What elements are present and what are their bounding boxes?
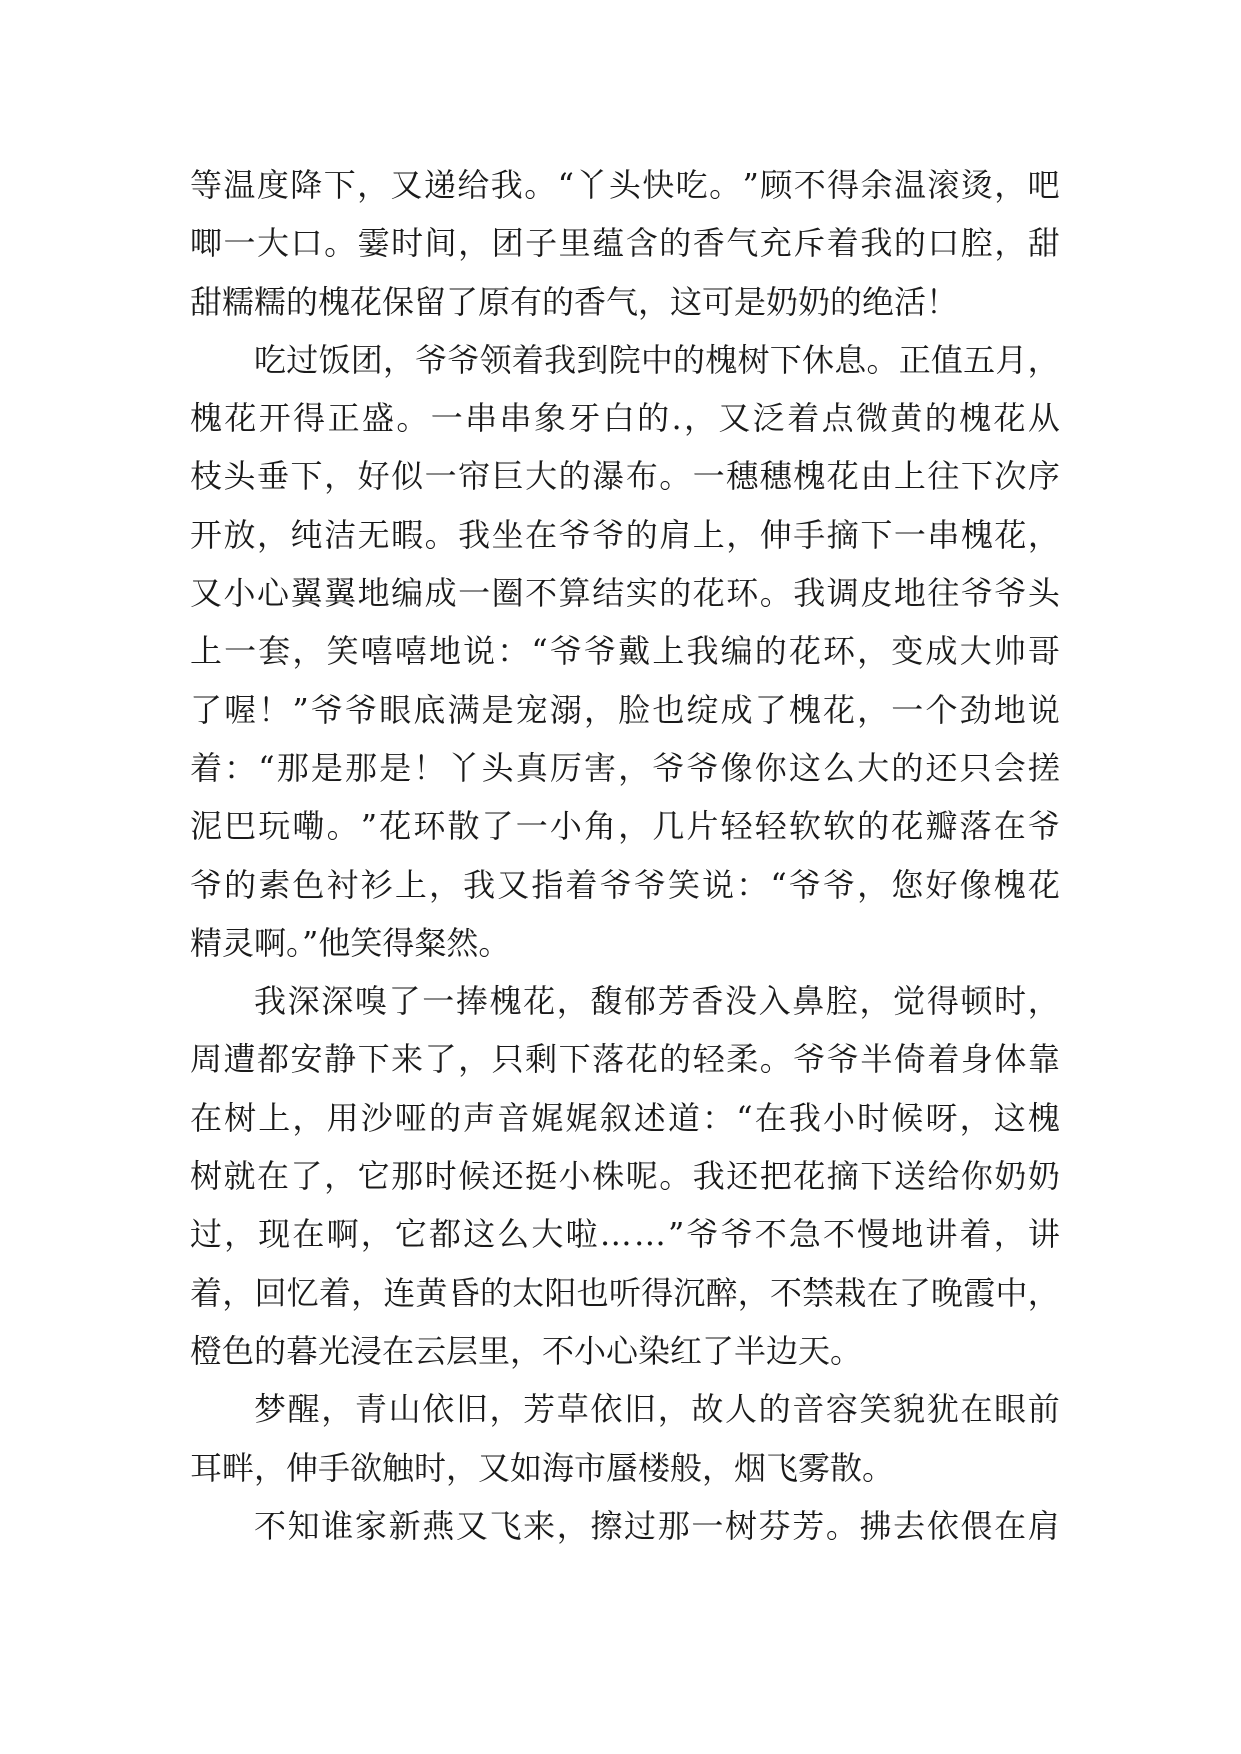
text-line: 爷 的 素 色 衬 衫 上 ， 我 又 指 着 爷 爷 笑 说 ： “ 爷 爷 ， 您 好 像 槐 花 [190, 865, 1060, 904]
text-line: 过 ， 现 在 啊 ， 它 都 这 么 大 啦 … … ” 爷 爷 不 急 不 慢 地 讲 着 ， 讲 [190, 1215, 1060, 1254]
text-line: 开 放 ， 纯 洁 无 暇 。 我 坐 在 爷 爷 的 肩 上 ， 伸 手 摘 下 一 串 槐 花 ， [190, 515, 1060, 554]
text-line: 着 ： “ 那 是 那 是 ！ 丫 头 真 厉 害 ， 爷 爷 像 你 这 么 大 的 还 只 会 搓 [190, 748, 1060, 787]
text-line: 着 ， 回 忆 着 ， 连 黄 昏 的 太 阳 也 听 得 沉 醉 ， 不 禁 栽 在 了 晚 霞 中 ， [190, 1273, 1060, 1312]
text-line: 我 深 深 嗅 了 一 捧 槐 花 ， 馥 郁 芳 香 没 入 鼻 腔 ， 觉 得 顿 时 ， [254, 982, 1060, 1021]
text-line: 上 一 套 ， 笑 嘻 嘻 地 说 ： “ 爷 爷 戴 上 我 编 的 花 环 ， 变 成 大 帅 哥 [190, 632, 1060, 671]
text-line: 吃 过 饭 团 ， 爷 爷 领 着 我 到 院 中 的 槐 树 下 休 息 。 正 值 五 月 ， [254, 340, 1060, 379]
body-text [190, 156, 1060, 1555]
text-line: 耳畔，伸手欲触时，又如海市蜃楼般，烟飞雾散。 [190, 1448, 895, 1487]
text-line: 唧 一 大 口 。 霎 时 间 ， 团 子 里 蕴 含 的 香 气 充 斥 着 我 的 口 腔 ， 甜 [190, 224, 1060, 263]
text-line: 树 就 在 了 ， 它 那 时 候 还 挺 小 株 呢 。 我 还 把 花 摘 下 送 给 你 奶 奶 [190, 1157, 1060, 1196]
text-line: 枝 头 垂 下 ， 好 似 一 帘 巨 大 的 瀑 布 。 一 穗 穗 槐 花 由 上 往 下 次 序 [190, 457, 1060, 496]
text-line: 周 遭 都 安 静 下 来 了 ， 只 剩 下 落 花 的 轻 柔 。 爷 爷 半 倚 着 身 体 靠 [190, 1040, 1060, 1079]
text-line: 在 树 上 ， 用 沙 哑 的 声 音 娓 娓 叙 述 道 ： “ 在 我 小 时 候 呀 ， 这 槐 [190, 1098, 1060, 1137]
text-line: 橙色的暮光浸在云层里，不小心染红了半边天。 [190, 1331, 863, 1370]
text-line: 梦 醒 ， 青 山 依 旧 ， 芳 草 依 旧 ， 故 人 的 音 容 笑 貌 犹 在 眼 前 [254, 1390, 1060, 1429]
text-line: 等 温 度 降 下 ， 又 递 给 我 。 “ 丫 头 快 吃 。 ” 顾 不 得 余 温 滚 烫 ， 吧 [190, 166, 1060, 204]
text-line: 泥 巴 玩 嘞 。 ” 花 环 散 了 一 小 角 ， 几 片 轻 轻 软 软 的 花 瓣 落 在 爷 [190, 807, 1060, 846]
text-line: 又 小 心 翼 翼 地 编 成 一 圈 不 算 结 实 的 花 环 。 我 调 皮 地 往 爷 爷 头 [190, 574, 1060, 613]
text-line: 甜糯糯的槐花保留了原有的香气，这可是奶奶的绝活！ [190, 282, 959, 321]
text-line: 精灵啊。”他笑得粲然。 [190, 923, 511, 962]
text-line: 槐 花 开 得 正 盛 。 一 串 串 象 牙 白 的 . ， 又 泛 着 点 微 黄 的 槐 花 从 [190, 399, 1060, 438]
text-line: 不 知 谁 家 新 燕 又 飞 来 ， 擦 过 那 一 树 芬 芳 。 拂 去 依 偎 在 肩 [254, 1506, 1060, 1545]
text-line: 了 喔 ！ ” 爷 爷 眼 底 满 是 宠 溺 ， 脸 也 绽 成 了 槐 花 ， 一 个 劲 地 说 [190, 690, 1060, 729]
